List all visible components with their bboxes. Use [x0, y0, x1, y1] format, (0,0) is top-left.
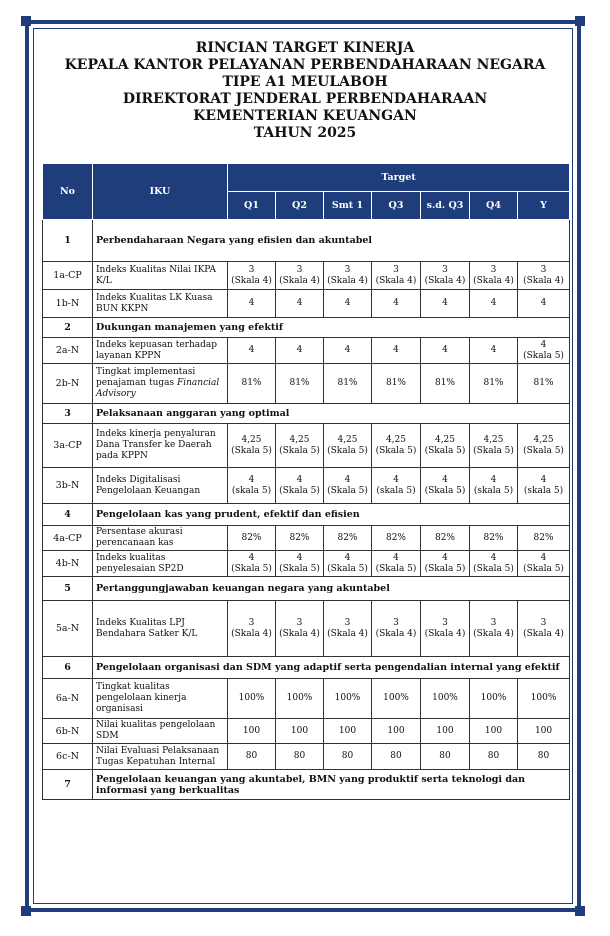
target-value: [421, 679, 470, 719]
target-number: 3: [490, 264, 497, 275]
target-number: 4: [344, 552, 351, 563]
target-scale: (Skala 4): [523, 628, 564, 639]
section-number: 1: [43, 220, 93, 262]
target-value: [228, 338, 276, 364]
target-value: [324, 364, 372, 404]
iku-code: 4b-N: [43, 551, 93, 577]
title-line: TAHUN 2025: [253, 125, 357, 141]
target-value: [324, 290, 372, 318]
target-value: [324, 262, 372, 290]
target-number: 100: [242, 725, 261, 736]
target-scale: (Skala 4): [523, 275, 564, 286]
iku-description: [93, 424, 228, 468]
target-scale: (Skala 4): [231, 275, 272, 286]
target-number: 4: [344, 345, 351, 355]
section-title: Pengelolaan kas yang prudent, efektif dan efisien: [93, 504, 570, 526]
target-value: [372, 744, 421, 770]
title-line: RINCIAN TARGET KINERJA: [195, 40, 415, 56]
target-value: [372, 526, 421, 551]
section-row: [43, 220, 570, 262]
section-title: Pengelolaan keuangan yang akuntabel, BMN yang produktif serta teknologi dan informasi yang berkualitas: [93, 770, 570, 800]
target-value: [324, 551, 372, 577]
target-value: [421, 364, 470, 404]
table-row: [43, 338, 570, 364]
target-value: [228, 526, 276, 551]
target-number: 100%: [530, 693, 557, 703]
target-value: [228, 744, 276, 770]
target-number: 3: [296, 264, 303, 275]
target-number: 4: [490, 474, 497, 485]
iku-text: Indeks Kualitas LPJ Bendahara Satker K/L: [96, 617, 198, 639]
target-value: [276, 679, 324, 719]
target-value: [324, 338, 372, 364]
target-value: [421, 290, 470, 318]
title-line: DIREKTORAT JENDERAL PERBENDAHARAAN: [122, 91, 488, 107]
iku-code: 4a-CP: [43, 526, 93, 551]
target-number: 4,25: [434, 434, 456, 445]
section-title: Pertanggungjawaban keuangan negara yang akuntabel: [93, 577, 570, 601]
iku-description: [93, 364, 228, 404]
target-value: [421, 424, 470, 468]
target-number: 4: [393, 474, 399, 485]
iku-text: Nilai kualitas pengelolaan SDM: [96, 720, 216, 741]
target-value: [518, 262, 570, 290]
target-scale: (Skala 4): [279, 275, 320, 286]
target-number: 82%: [483, 532, 504, 543]
iku-description: [93, 744, 228, 770]
header-period: Q4: [470, 192, 518, 220]
target-number: 100%: [383, 693, 409, 703]
target-scale: (Skala 5): [424, 445, 466, 456]
frame-corner-ornament: [21, 16, 31, 26]
target-number: 4: [344, 474, 351, 485]
target-number: 82%: [533, 532, 554, 543]
target-number: 80: [487, 751, 500, 761]
header-period: Y: [518, 192, 570, 220]
target-number: 4: [393, 552, 399, 563]
target-number: 4: [393, 345, 399, 355]
section-row: [43, 657, 570, 679]
target-scale: (Skala 5): [523, 445, 564, 456]
iku-description: [93, 551, 228, 577]
target-value: [276, 526, 324, 551]
iku-text: Nilai Evaluasi Pelaksanaan Tugas Kepatuhan Internal: [96, 745, 220, 767]
table-row: [43, 262, 570, 290]
target-value: [470, 719, 518, 744]
iku-description: [93, 526, 228, 551]
target-number: 82%: [241, 532, 262, 543]
target-number: 4: [248, 474, 255, 485]
iku-description: [93, 601, 228, 657]
target-number: 3: [393, 264, 399, 275]
iku-code: 1b-N: [43, 290, 93, 318]
target-number: 100%: [480, 693, 507, 703]
target-scale: (Skala 5): [327, 563, 368, 574]
target-scale: (skala 5): [473, 485, 514, 496]
document-title: [40, 40, 570, 142]
section-row: [43, 577, 570, 601]
target-value: [421, 601, 470, 657]
target-number: 100%: [286, 693, 313, 703]
iku-code: 5a-N: [43, 601, 93, 657]
target-scale: (Skala 4): [424, 275, 466, 286]
target-value: [518, 526, 570, 551]
table-row: [43, 468, 570, 504]
target-number: 3: [248, 617, 255, 628]
target-scale: (Skala 5): [279, 563, 320, 574]
target-scale: (Skala 4): [375, 628, 417, 639]
target-value: [324, 601, 372, 657]
target-value: [372, 679, 421, 719]
target-scale: (Skala 5): [231, 563, 272, 574]
section-row: [43, 404, 570, 424]
target-number: 80: [390, 751, 402, 761]
target-number: 4,25: [385, 434, 407, 445]
target-value: [228, 262, 276, 290]
target-value: [276, 262, 324, 290]
table-row: [43, 719, 570, 744]
target-number: 3: [344, 617, 351, 628]
target-value: [228, 601, 276, 657]
target-number: 4: [540, 552, 547, 563]
table-body: [43, 220, 570, 800]
header-target: Target: [228, 164, 570, 192]
target-scale: (Skala 5): [424, 563, 466, 574]
target-number: 4: [490, 552, 497, 563]
section-number: 3: [43, 404, 93, 424]
target-number: 3: [248, 264, 255, 275]
target-number: 3: [442, 617, 448, 628]
target-value: [470, 364, 518, 404]
target-value: [518, 424, 570, 468]
iku-text: Persentase akurasi perencanaan kas: [96, 527, 183, 548]
target-number: 80: [293, 751, 306, 761]
target-number: 82%: [337, 532, 358, 543]
target-value: [276, 719, 324, 744]
target-number: 100: [534, 725, 553, 736]
iku-description: [93, 719, 228, 744]
target-value: [276, 338, 324, 364]
iku-code: 1a-CP: [43, 262, 93, 290]
target-value: [372, 424, 421, 468]
target-value: [276, 601, 324, 657]
iku-code: 2b-N: [43, 364, 93, 404]
target-number: 4,25: [533, 434, 554, 445]
target-scale: (Skala 5): [327, 445, 368, 456]
iku-text: Indeks Kualitas Nilai IKPA K/L: [96, 264, 217, 286]
target-value: [421, 526, 470, 551]
iku-code: 3a-CP: [43, 424, 93, 468]
target-number: 4: [490, 345, 497, 355]
target-number: 4: [296, 298, 303, 308]
iku-text: Tingkat kualitas pengelolaan kinerja organisasi: [96, 682, 187, 714]
target-scale: (Skala 5): [375, 445, 417, 456]
table-row: [43, 551, 570, 577]
target-number: 4: [540, 298, 547, 308]
target-value: [421, 262, 470, 290]
target-value: [372, 364, 421, 404]
target-number: 100: [387, 725, 405, 736]
target-number: 100%: [334, 693, 361, 703]
section-title: Dukungan manajemen yang efektif: [93, 318, 570, 338]
iku-code: 6a-N: [43, 679, 93, 719]
iku-text: Indeks kualitas penyelesaian SP2D: [96, 552, 184, 574]
table-row: [43, 679, 570, 719]
target-value: [228, 364, 276, 404]
iku-code: 2a-N: [43, 338, 93, 364]
target-scale: (Skala 4): [424, 628, 466, 639]
iku-description: [93, 468, 228, 504]
target-value: [228, 468, 276, 504]
header-iku: IKU: [93, 164, 228, 220]
table-row: [43, 364, 570, 404]
target-value: [228, 551, 276, 577]
target-number: 3: [344, 264, 351, 275]
target-value: [421, 468, 470, 504]
target-number: 4,25: [289, 434, 310, 445]
target-number: 3: [490, 617, 497, 628]
section-number: 4: [43, 504, 93, 526]
target-table: [42, 163, 570, 800]
target-number: 3: [540, 264, 547, 275]
target-value: [518, 744, 570, 770]
target-number: 4: [296, 474, 303, 485]
target-number: 81%: [385, 378, 406, 388]
target-value: [518, 468, 570, 504]
target-scale: (Skala 5): [424, 485, 466, 496]
section-title: Pelaksanaan anggaran yang optimal: [93, 404, 570, 424]
target-value: [518, 719, 570, 744]
iku-code: 6c-N: [43, 744, 93, 770]
target-number: 4: [540, 339, 547, 350]
target-number: 4: [248, 345, 255, 355]
target-scale: (skala 5): [231, 485, 272, 496]
section-number: 2: [43, 318, 93, 338]
iku-description: [93, 262, 228, 290]
target-scale: (Skala 4): [473, 628, 514, 639]
target-scale: (Skala 5): [523, 350, 564, 361]
frame-corner-ornament: [575, 906, 585, 916]
target-number: 82%: [434, 532, 455, 543]
target-scale: (Skala 4): [473, 275, 514, 286]
target-number: 4: [393, 298, 399, 308]
target-scale: (skala 5): [523, 485, 564, 496]
target-value: [470, 290, 518, 318]
target-value: [421, 744, 470, 770]
target-number: 4: [344, 298, 351, 308]
section-number: 5: [43, 577, 93, 601]
target-number: 4: [490, 298, 497, 308]
target-value: [518, 290, 570, 318]
target-number: 4: [296, 552, 303, 563]
target-value: [470, 601, 518, 657]
section-row: [43, 504, 570, 526]
target-number: 82%: [289, 532, 310, 543]
target-value: [518, 364, 570, 404]
target-value: [421, 719, 470, 744]
target-number: 81%: [533, 378, 554, 388]
iku-code: 3b-N: [43, 468, 93, 504]
target-number: 100: [290, 725, 309, 736]
target-value: [324, 468, 372, 504]
target-value: [324, 679, 372, 719]
target-number: 4: [442, 298, 448, 308]
table-row: [43, 526, 570, 551]
target-scale: (Skala 4): [327, 628, 368, 639]
target-scale: (Skala 5): [327, 485, 368, 496]
target-number: 3: [393, 617, 399, 628]
table-row: [43, 601, 570, 657]
target-value: [372, 262, 421, 290]
target-scale: (Skala 4): [279, 628, 320, 639]
target-scale: (skala 5): [376, 485, 416, 496]
target-value: [276, 290, 324, 318]
target-number: 4,25: [241, 434, 262, 445]
target-value: [470, 526, 518, 551]
target-number: 4: [296, 345, 303, 355]
target-value: [276, 468, 324, 504]
target-number: 4,25: [483, 434, 504, 445]
target-value: [324, 424, 372, 468]
target-value: [518, 338, 570, 364]
target-number: 100: [436, 725, 454, 736]
target-value: [518, 601, 570, 657]
iku-text: Indeks Digitalisasi Pengelolaan Keuangan: [96, 474, 201, 496]
target-value: [372, 468, 421, 504]
target-value: [276, 744, 324, 770]
section-title: Pengelolaan organisasi dan SDM yang adaptif serta pengendalian internal yang efektif: [93, 657, 570, 679]
target-value: [470, 744, 518, 770]
target-number: 81%: [289, 378, 310, 388]
frame-corner-ornament: [21, 906, 31, 916]
target-number: 80: [537, 751, 550, 761]
target-value: [421, 551, 470, 577]
header-period: s.d. Q3: [421, 192, 470, 220]
target-value: [372, 719, 421, 744]
section-number: 7: [43, 770, 93, 800]
section-number: 6: [43, 657, 93, 679]
header-period: Smt 1: [324, 192, 372, 220]
target-value: [421, 338, 470, 364]
target-number: 4: [442, 474, 448, 485]
target-value: [228, 719, 276, 744]
target-value: [372, 290, 421, 318]
target-scale: (Skala 5): [231, 445, 272, 456]
table-row: [43, 290, 570, 318]
target-value: [324, 526, 372, 551]
target-value: [372, 601, 421, 657]
target-number: 80: [439, 751, 451, 761]
section-row: [43, 318, 570, 338]
target-value: [470, 551, 518, 577]
target-number: 80: [245, 751, 258, 761]
target-value: [518, 551, 570, 577]
title-line: TIPE A1 MEULABOH: [222, 74, 388, 90]
target-scale: (Skala 5): [523, 563, 564, 574]
target-number: 100%: [238, 693, 265, 703]
target-number: 3: [540, 617, 547, 628]
table-row: [43, 744, 570, 770]
target-number: 3: [442, 264, 448, 275]
target-number: 82%: [385, 532, 406, 543]
iku-code: 6b-N: [43, 719, 93, 744]
target-value: [228, 679, 276, 719]
section-row: [43, 770, 570, 800]
target-value: [276, 424, 324, 468]
header-period: Q3: [372, 192, 421, 220]
target-value: [470, 262, 518, 290]
target-scale: (Skala 5): [279, 485, 320, 496]
target-value: [372, 338, 421, 364]
target-number: 4: [442, 345, 448, 355]
target-number: 81%: [483, 378, 504, 388]
target-number: 4: [248, 552, 255, 563]
target-number: 4: [442, 552, 448, 563]
target-number: 80: [341, 751, 354, 761]
target-value: [470, 338, 518, 364]
title-line: KEPALA KANTOR PELAYANAN PERBENDAHARAAN NEGARA: [64, 57, 546, 73]
target-scale: (Skala 5): [473, 563, 514, 574]
target-scale: (Skala 4): [231, 628, 272, 639]
target-scale: (Skala 5): [279, 445, 320, 456]
iku-description: [93, 290, 228, 318]
target-value: [372, 551, 421, 577]
iku-text-italic: Financial Advisory: [96, 378, 220, 399]
target-value: [228, 424, 276, 468]
target-scale: (Skala 5): [473, 445, 514, 456]
target-value: [228, 290, 276, 318]
target-value: [470, 424, 518, 468]
section-title: Perbendaharaan Negara yang efisien dan akuntabel: [93, 220, 570, 262]
iku-description: [93, 338, 228, 364]
target-value: [324, 744, 372, 770]
target-number: 100: [338, 725, 357, 736]
table-row: [43, 424, 570, 468]
header-no: No: [43, 164, 93, 220]
iku-text: Indeks Kualitas LK Kuasa BUN KKPN: [96, 292, 213, 314]
target-number: 3: [296, 617, 303, 628]
header-period: Q1: [228, 192, 276, 220]
iku-text: Indeks kepuasan terhadap layanan KPPN: [96, 339, 218, 361]
title-line: KEMENTERIAN KEUANGAN: [193, 108, 417, 124]
target-number: 81%: [434, 378, 455, 388]
target-value: [276, 551, 324, 577]
target-scale: (Skala 4): [327, 275, 368, 286]
target-scale: (Skala 4): [375, 275, 417, 286]
target-number: 4: [248, 298, 255, 308]
iku-text: Tingkat implementasi penajaman tugas: [96, 367, 196, 388]
frame-corner-ornament: [575, 16, 585, 26]
target-value: [518, 679, 570, 719]
target-scale: (Skala 5): [375, 563, 417, 574]
target-number: 81%: [337, 378, 358, 388]
target-value: [470, 468, 518, 504]
target-number: 100: [484, 725, 503, 736]
iku-text: Indeks kinerja penyaluran Dana Transfer ke Daerah pada KPPN: [96, 429, 216, 461]
target-value: [324, 719, 372, 744]
target-value: [276, 364, 324, 404]
header-period: Q2: [276, 192, 324, 220]
iku-description: [93, 679, 228, 719]
target-number: 81%: [241, 378, 262, 388]
target-number: 100%: [432, 693, 458, 703]
target-number: 4: [540, 474, 547, 485]
target-value: [470, 679, 518, 719]
target-number: 4,25: [337, 434, 358, 445]
